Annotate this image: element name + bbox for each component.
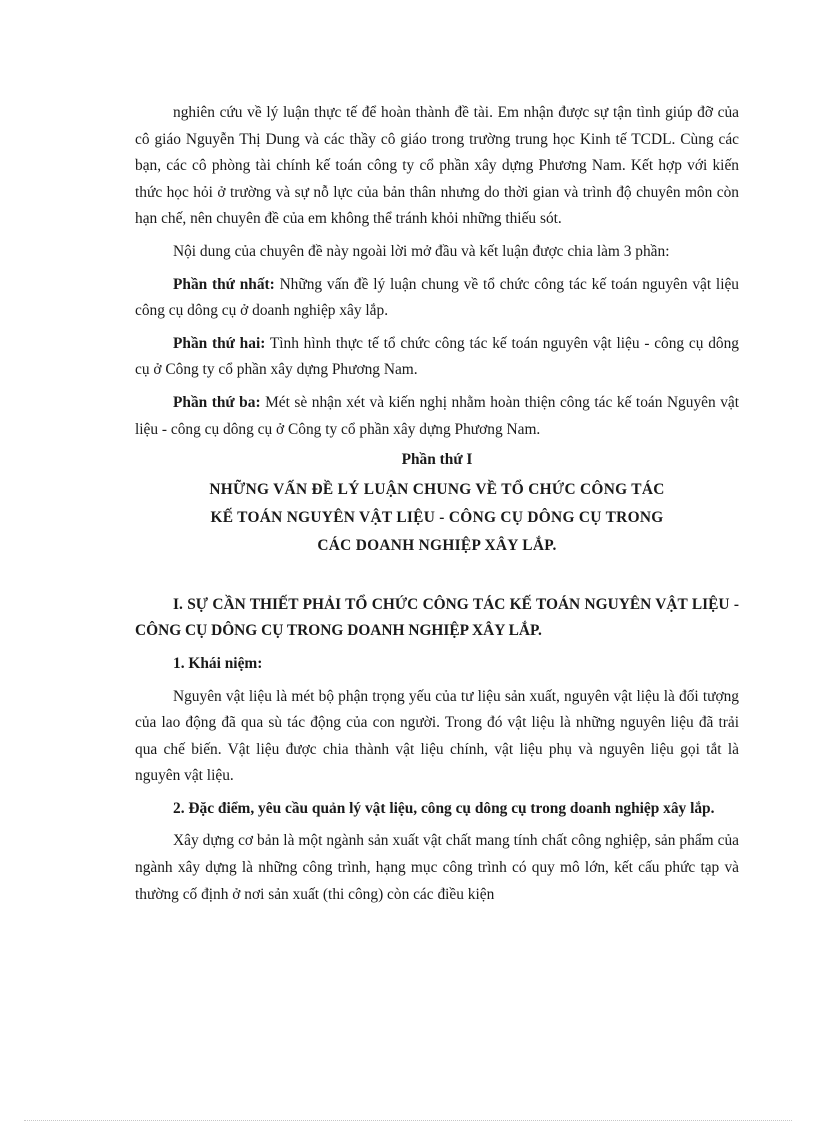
subsection-2-text: Xây dựng cơ bản là một ngành sản xuất vật chất mang tính chất công nghiệp, sản phẩm của ngành xây dựng là những công trình, hạng mục công trình có quy mô lớn, kết cấu phức tạp và thường cố định ở nơi sản xuất (thi công) còn các điều kiện xyxy=(135,832,739,903)
page-bottom-rule xyxy=(24,1120,792,1121)
section-1-heading: I. SỰ CẦN THIẾT PHẢI TỔ CHỨC CÔNG TÁC KẾ TOÁN NGUYÊN VẬT LIỆU - CÔNG CỤ DÔNG CỤ TRONG DOANH NGHIỆP XÂY LẮP. xyxy=(135,595,739,640)
subsection-1-heading: 1. Khái niệm: xyxy=(173,654,263,672)
part-1-text: Những vấn đề lý luận chung về tổ chức công tác kế toán nguyên vật liệu công cụ dông cụ ở doanh nghiệp xây lắp. xyxy=(135,275,739,320)
part-2-text: Tình hình thực tế tổ chức công tác kế toán nguyên vật liệu - công cụ dông cụ ở Công ty cổ phần xây dựng Phương Nam. xyxy=(135,334,739,379)
intro-paragraph: nghiên cứu về lý luận thực tế để hoàn thành đề tài. Em nhận được sự tận tình giúp đỡ của cô giáo Nguyễn Thị Dung và các thầy cô giáo trong trường trung học Kinh tế TCDL. Cùng các bạn, các cô phòng tài chính kế toán công ty cổ phần xây dựng Phương Nam. Kết hợp với kiến thức học hỏi ở trường và sự nỗ lực của bản thân nhưng do thời gian và trình độ chuyên môn còn hạn chế, nên chuyên đề của em không thể tránh khỏi những thiếu sót. xyxy=(135,104,739,228)
part-title: Phần thứ I xyxy=(401,451,473,469)
document-page xyxy=(135,100,739,910)
subsection-2-heading: 2. Đặc điểm, yêu cầu quản lý vật liệu, công cụ dông cụ trong doanh nghiệp xây lắp. xyxy=(173,799,715,817)
part-1-paragraph xyxy=(135,272,739,325)
part-3-text: Mét sè nhận xét và kiến nghị nhằm hoàn thiện công tác kế toán Nguyên vật liệu - công cụ dông cụ ở Công ty cổ phần xây dựng Phương Nam. xyxy=(135,393,739,438)
subsection-1-text: Nguyên vật liệu là mét bộ phận trọng yếu của tư liệu sản xuất, nguyên vật liệu là đối tượng của lao động đã qua sù tác động của con người. Trong đó vật liệu là những nguyên liệu đã trải qua chế biến. Vật liệu được chia thành vật liệu chính, vật liệu phụ và nguyên liệu gọi tắt là nguyên vật liệu. xyxy=(135,687,739,785)
content-paragraph: Nội dung của chuyên đề này ngoài lời mở đầu và kết luận được chia làm 3 phần: xyxy=(173,242,670,260)
part-1-label: Phần thứ nhất: xyxy=(173,275,275,293)
part-heading-line-1: NHỮNG VẤN ĐỀ LÝ LUẬN CHUNG VỀ TỔ CHỨC CÔNG TÁC xyxy=(209,480,665,498)
part-3-paragraph xyxy=(135,390,739,443)
part-heading-line-2: KẾ TOÁN NGUYÊN VẬT LIỆU - CÔNG CỤ DÔNG CỤ TRONG xyxy=(210,508,664,526)
part-2-label: Phần thứ hai: xyxy=(173,334,266,352)
part-heading xyxy=(135,476,739,560)
part-3-label: Phần thứ ba: xyxy=(173,393,261,411)
part-2-paragraph xyxy=(135,331,739,384)
part-heading-line-3: CÁC DOANH NGHIỆP XÂY LẮP. xyxy=(317,536,557,554)
